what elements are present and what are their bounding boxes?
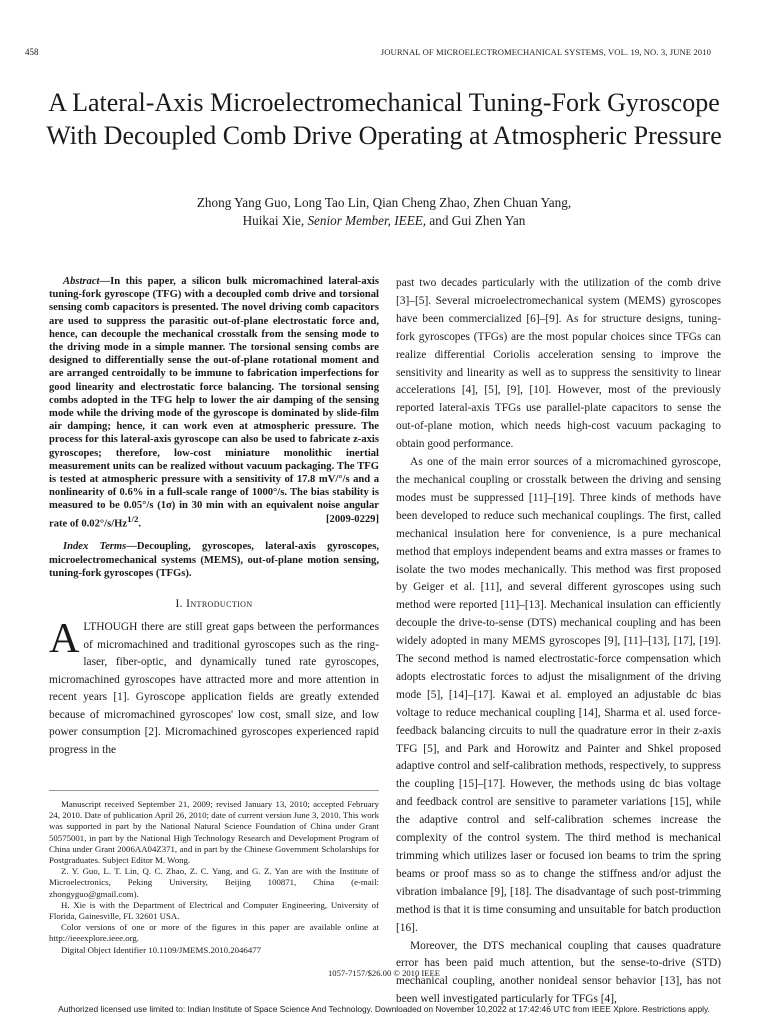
footnote-affiliation: H. Xie is with the Department of Electrical and Computer Engineering, University of Florida, Gainesville, FL 32601 USA.	[49, 899, 379, 922]
author-list	[60, 194, 708, 230]
author-name: and Gui Zhen Yan	[429, 213, 526, 228]
page-number: 458	[25, 47, 39, 57]
footnote-color-versions: Color versions of one or more of the figures in this paper are available online at http://ieeexplore.ieee.org.	[49, 922, 379, 944]
body-paragraph: As one of the main error sources of a micromachined gyroscope, the mechanical coupling or crosstalk between the driving and sensing modes must be suppressed [11]–[19]. Three kinds of methods have been developed to reduce such mechanical couplings. The first, called mechanical insulation here for convenience, is a pure mechanical method that employs independent beams and extra masses or frames to isolate the two modes mechanically. This method was first proposed by Geiger et al. [11], and several different gyroscopes using such method were reported [11]–[13]. Mechanical insulation can efficiently decouple the drive-to-sense (DTS) mechanical coupling and has been widely adopted in many MEMS gyroscopes [9], [11]–[13], [17], [19]. The second method is named electrostatic-force compensation which adopts electrostatic forces to adjust the misalignment of the driving mode [5], [14]–[17]. Kawai et al. employed an adjustable dc bias voltage to reduce mechanical coupling [14], Sharma et al. used force-feedback balancing circuits to null the quadrature error in their z-axis TFG [5], and Park and Horowitz and Painter and Shkel proposed adaptive control and self-calibration methods, respectively, to suppress the coupling [15]–[17]. However, the methods using dc bias voltage and feedback control are sensitive to parameter variations [15], while the adaptive control and self-calibration schemes increase the complexity of the control system. The third method is mechanical trimming which utilizes laser or focused ion beams to trim the spring beams or proof mass so as to change the stiffness and/or adjust the vibration imbalance [9], [18]. The disadvantage of such post-trimming method is that it is time consuming and unsuitable for batch production [16].	[396, 456, 721, 934]
index-terms-label: Index Terms	[63, 541, 127, 553]
journal-header: JOURNAL OF MICROELECTROMECHANICAL SYSTEMS, VOL. 19, NO. 3, JUNE 2010	[380, 47, 711, 57]
body-paragraph: Moreover, the DTS mechanical coupling that causes quadrature error has been paid much attention, but the sense-to-drive (STD) mechanical coupling, another nonideal sensor behavior [13], has not been well investigated particularly for TFGs [4],	[396, 939, 721, 1006]
footnote-doi: Digital Object Identifier 10.1109/JMEMS.2010.2046477	[61, 944, 262, 955]
paper-title: A Lateral-Axis Microelectromechanical Tuning-Fork Gyroscope With Decoupled Comb Drive Operating at Atmospheric Pressure	[46, 88, 722, 150]
index-terms: Index Terms—Decoupling, gyroscopes, lateral-axis gyroscopes, microelectromechanical systems (MEMS), out-of-plane motion sensing, tuning-fork gyroscopes (TFGs).	[49, 541, 379, 579]
introduction-text: LTHOUGH there are still great gaps between the performances of micromachined and traditional gyroscopes such as the ring-laser, fiber-optic, and dynamically tuned rate gyroscopes, micromachined gyroscopes have attracted more and more attention in recent years [1]. Gyroscope application fields are greatly extended because of micromachined gyroscopes' low cost, small size, and low power consumption [2]. Micromachined gyroscopes experienced rapid progress in the	[49, 621, 379, 756]
body-paragraph: past two decades particularly with the utilization of the comb drive [3]–[5]. Several microelectromechanical system (MEMS) gyroscopes have been commercialized [6]–[9]. As for structure designs, tuning-fork gyroscopes (TFGs) are the most popular choices since TFGs can realize differential Coriolis acceleration sensing to improve the sensitivity and linearity as well as to suppress the sensitivity to linear accelerations [4], [5], [9], [10]. However, most of the previously reported lateral-axis TFGs use parallel-plate capacitors to sense the out-of-plane motion, which needs high-cost vacuum packaging to obtain good performance.	[396, 277, 721, 451]
abstract: Abstract—In this paper, a silicon bulk micromachined lateral-axis tuning-fork gyroscope (TFG) with a decoupled comb drive and torsional sensing comb capacitors is presented. The novel driving comb capacitors are used to suppress the parasitic out-of-plane electrostatic force and, hence, can decouple the mechanical crosstalk from the sensing mode to the driving mode in a simple manner. The torsional sensing combs are designed to differentially sense the out-of-plane rotational moment and are arranged centroidally to be immune to fabrication imperfections for good linearity and electrostatic force balancing. The torsional sensing combs adopted in the TFG help to lower the air damping of the sensing mode while the driving mode of the gyroscope is dominated by slide-film air damping; hence, it can work even at atmospheric pressure. The process for this lateral-axis gyroscope can also be used to fabricate z-axis gyroscopes; therefore, low-cost miniature monolithic inertial measurement units can be realized without vacuum packaging. The TFG is tested at atmospheric pressure with a sensitivity of 17.8 mV/°/s and a nonlinearity of 0.6% in a full-scale range of 1000°/s. The bias stability is measured to be 0.05°/s (1σ) in 30 min with an equivalent noise angular rate of $0.02^\circ/s/Hz^{1/2}$. [2009-0229]	[49, 276, 379, 530]
abstract-exponent: 1/2	[127, 513, 139, 524]
left-column	[49, 275, 379, 759]
author-line-2	[60, 212, 708, 230]
footnote-affiliation: Z. Y. Guo, L. T. Lin, Q. C. Zhao, Z. C. Yang, and G. Z. Yan are with the Institute of Microelectronics, Peking University, Beijing 100871, China (e-mail: zhongyguo@gmail.com).	[49, 866, 379, 899]
footnote-manuscript: Manuscript received September 21, 2009; revised January 13, 2010; accepted February 24, 2010. Date of publication April 26, 2010; date of current version June 3, 2010. This work was supported in part by the National Natural Science Foundation of China under Grant 50575001, in part by the National High Technology Research and Development Program of China under Grant 2006AA04Z371, and in part by the Chinese Government Scholarships for Postgraduates. Subject Editor M. Wong.	[49, 799, 379, 866]
abstract-body: In this paper, a silicon bulk micromachined lateral-axis tuning-fork gyroscope (TFG) with a decoupled comb drive and torsional sensing comb capacitors is presented. The novel driving comb capacitors are used to suppress the parasitic out-of-plane electrostatic force and, hence, can decouple the mechanical crosstalk from the sensing mode to the driving mode in a simple manner. The torsional sensing combs are designed to differentially sense the out-of-plane rotational moment and are arranged centroidally to be immune to fabrication imperfections for good linearity and electrostatic force balancing. The torsional sensing combs adopted in the TFG help to lower the air damping of the sensing mode while the driving mode of the gyroscope is dominated by slide-film air damping; hence, it can work even at atmospheric pressure. The process for this lateral-axis gyroscope can also be used to fabricate z-axis gyroscopes; therefore, low-cost miniature monolithic inertial measurement units can be realized without vacuum packaging. The TFG is tested at atmospheric pressure with a sensitivity of 17.8 mV/°/s and a nonlinearity of 0.6% in a full-scale range of 1000°/s. The bias stability is measured to be 0.05°/s (1σ) in 30 min with an equivalent noise angular rate of 0.02°/s/Hz	[49, 276, 379, 530]
manuscript-code: [2009-0229]	[326, 513, 379, 525]
author-membership: Senior Member, IEEE,	[307, 213, 427, 228]
abstract-label: Abstract	[63, 276, 100, 287]
footnotes	[49, 790, 379, 956]
license-notice: Authorized licensed use limited to: Indian Institute of Space Science And Technology. Downloaded on November 10,2022 at 17:42:46 UTC from IEEE Xplore. Restrictions apply.	[58, 1004, 710, 1014]
drop-cap: A	[49, 616, 80, 663]
introduction-paragraph	[49, 616, 379, 759]
abstract-end: .	[138, 518, 142, 530]
section-heading-introduction: I. Introduction	[175, 598, 253, 610]
right-column	[396, 275, 721, 1009]
index-terms-body: Decoupling, gyroscopes, lateral-axis gyroscopes, microelectromechanical systems (MEMS), out-of-plane motion sensing, tuning-fork gyroscopes (TFGs).	[49, 541, 379, 579]
author-line-1: Zhong Yang Guo, Long Tao Lin, Qian Cheng Zhao, Zhen Chuan Yang,	[196, 195, 572, 210]
copyright-line: 1057-7157/$26.00 © 2010 IEEE	[327, 968, 441, 978]
author-name: Huikai Xie,	[242, 213, 305, 228]
